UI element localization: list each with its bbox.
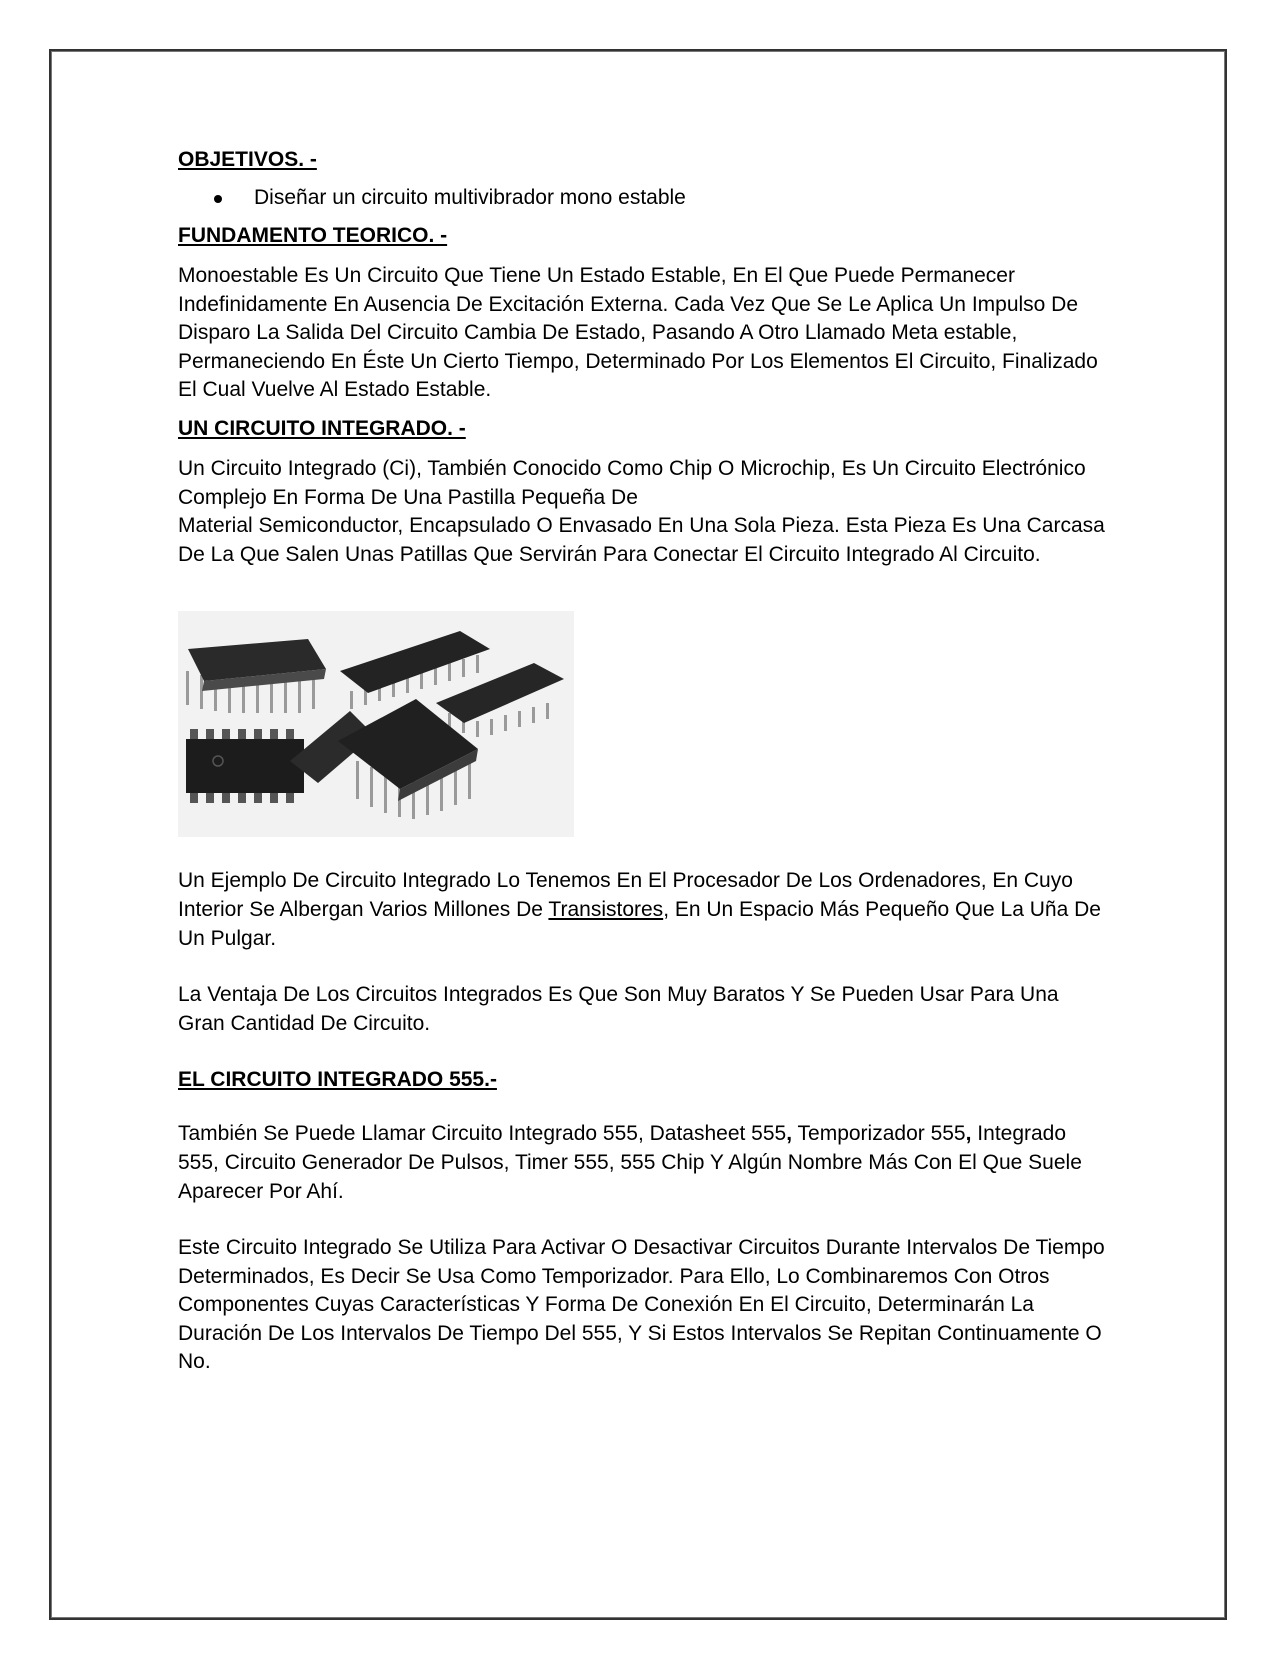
objetivos-list	[178, 184, 1108, 212]
circuito-integrado-heading: UN CIRCUITO INTEGRADO. -	[178, 416, 466, 440]
list-item	[178, 184, 1108, 212]
chips-icon	[178, 611, 574, 837]
circuito-integrado-paragraph	[178, 455, 1108, 569]
integrado-555-sep-2: ,	[965, 1122, 972, 1146]
integrado-555-text-a: También Se Puede Llamar Circuito Integrado 555, Datasheet 555	[178, 1122, 787, 1146]
ejemplo-text-before: Un Ejemplo De Circuito Integrado Lo Tenemos En El Procesador De Los Ordenadores, En Cuyo Interior Se Albergan Varios Millones De	[178, 869, 1073, 921]
objetivo-text: Diseñar un circuito multivibrador mono estable	[254, 186, 686, 209]
integrado-555-sep-1: ,	[786, 1122, 793, 1146]
transistores-link[interactable]: Transistores	[548, 897, 664, 921]
bullet-icon	[214, 195, 222, 203]
integrado-555-text-c: Integrado 555, Circuito Generador De Pulsos, Timer 555, 555 Chip Y Algún Nombre Más Con El Que Suele Aparecer Por Ahí.	[178, 1122, 1082, 1203]
document-content	[178, 146, 1108, 1377]
ventaja-paragraph: La Ventaja De Los Circuitos Integrados Es Que Son Muy Baratos Y Se Pueden Usar Para Una Gran Cantidad De Circuito.	[178, 983, 1059, 1035]
fundamento-heading: FUNDAMENTO TEORICO. -	[178, 224, 448, 247]
integrated-circuits-image	[178, 611, 574, 837]
ejemplo-paragraph	[178, 867, 1108, 953]
ejemplo-text-after: , En Un Espacio Más Pequeño Que La Uña De Un Pulgar.	[178, 897, 1101, 950]
circuito-integrado-text-1: Un Circuito Integrado (Ci), También Conocido Como Chip O Microchip, Es Un Circuito Electrónico Complejo En Forma De Una Pastilla Pequeña De	[178, 456, 1086, 509]
integrado-555-heading: EL CIRCUITO INTEGRADO 555.-	[178, 1068, 497, 1092]
integrado-555-paragraph-2: Este Circuito Integrado Se Utiliza Para Activar O Desactivar Circuitos Durante Intervalos De Tiempo Determinados, Es Decir Se Usa Como Temporizador. Para Ello, Lo Combinaremos Con Otros Componentes Cuyas Características Y Forma De Conexión En El Circuito, Determinarán La Duración De Los Intervalos De Tiempo Del 555, Y Si Estos Intervalos Se Repitan Continuamente O No.	[178, 1236, 1105, 1374]
integrado-555-text-b: Temporizador 555	[792, 1122, 966, 1146]
fundamento-paragraph: Monoestable Es Un Circuito Que Tiene Un Estado Estable, En El Que Puede Permanecer Indefinidamente En Ausencia De Excitación Externa. Cada Vez Que Se Le Aplica Un Impulso De Disparo La Salida Del Circuito Cambia De Estado, Pasando A Otro Llamado Meta estable, Permaneciendo En Éste Un Cierto Tiempo, Determinado Por Los Elementos El Circuito, Finalizado El Cual Vuelve Al Estado Estable.	[178, 264, 1098, 402]
integrado-555-paragraph-1	[178, 1120, 1108, 1206]
objetivos-heading: OBJETIVOS. -	[178, 148, 317, 171]
circuito-integrado-text-2: Material Semiconductor, Encapsulado O Envasado En Una Sola Pieza. Esta Pieza Es Una Carcasa De La Que Salen Unas Patillas Que Servirán Para Conectar El Circuito Integrado Al Circuito.	[178, 514, 1105, 566]
